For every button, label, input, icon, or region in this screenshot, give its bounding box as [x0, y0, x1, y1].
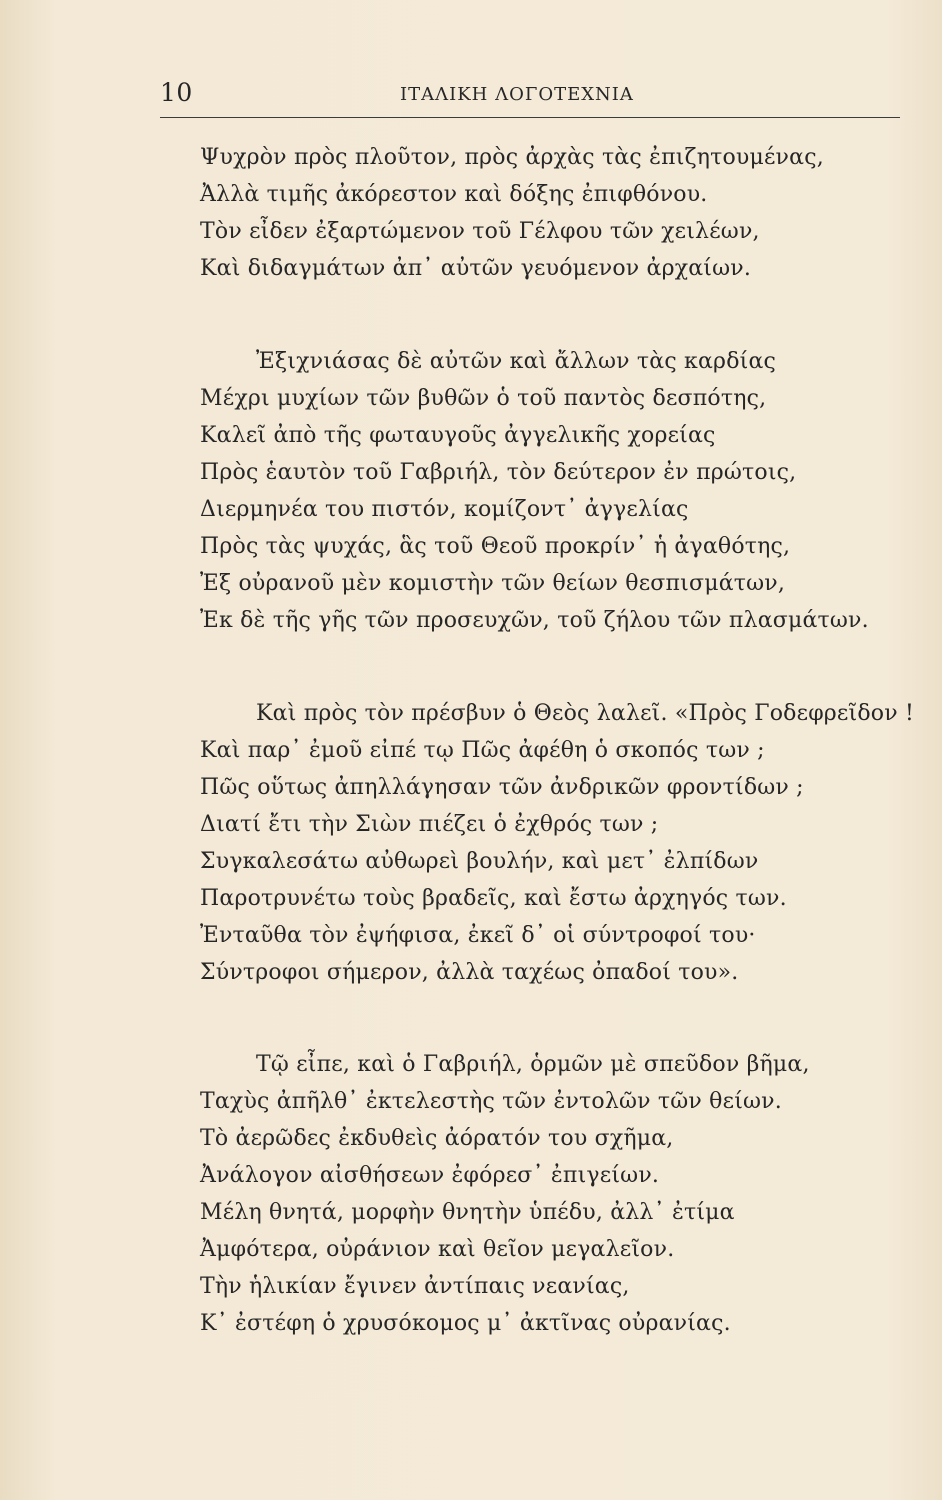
verse-line: Καὶ διδαγμάτων ἀπ᾽ αὐτῶν γευόμενον ἀρχαίων. [200, 256, 752, 281]
verse-line: Τὴν ἡλικίαν ἔγινεν ἀντίπαις νεανίας, [200, 1274, 630, 1299]
verse-line: Ψυχρὸν πρὸς πλοῦτον, πρὸς ἀρχὰς τὰς ἐπιζητουμένας, [200, 145, 824, 170]
verse-line: Καὶ πρὸς τὸν πρέσβυν ὁ Θεὸς λαλεῖ. «Πρὸς Γοδεφρεῖδον ! [256, 701, 915, 726]
verse-line: Σύντροφοι σήμερον, ἀλλὰ ταχέως ὀπαδοί του». [200, 960, 739, 985]
verse-line: Τὸν εἶδεν ἐξαρτώμενον τοῦ Γέλφου τῶν χειλέων, [200, 219, 760, 244]
verse-line: Ἐξιχνιάσας δὲ αὐτῶν καὶ ἄλλων τὰς καρδίας [256, 349, 777, 374]
verse-line: Διατί ἔτι τὴν Σιὼν πιέζει ὁ ἐχθρός των ; [200, 812, 659, 837]
verse-line: Πρὸς τὰς ψυχάς, ἃς τοῦ Θεοῦ προκρίν᾽ ἡ ἀγαθότης, [200, 534, 791, 559]
verse-line: Ταχὺς ἀπῆλθ᾽ ἐκτελεστὴς τῶν ἐντολῶν τῶν θείων. [200, 1089, 782, 1114]
verse-line: Ἀνάλογον αἰσθήσεων ἐφόρεσ᾽ ἐπιγείων. [200, 1163, 660, 1188]
page-header [160, 78, 900, 112]
verse-line: Πῶς οὕτως ἀπηλλάγησαν τῶν ἀνδρικῶν φροντίδων ; [200, 775, 804, 800]
verse-line: Κ᾽ ἐστέφη ὁ χρυσόκομος μ᾽ ἀκτῖνας οὐρανίας. [200, 1311, 731, 1336]
verse-line: Ἀλλὰ τιμῆς ἀκόρεστον καὶ δόξης ἐπιφθόνου. [200, 182, 708, 207]
verse-line: Ἐξ οὐρανοῦ μὲν κομιστὴν τῶν θείων θεσπισμάτων, [200, 571, 786, 596]
verse-line: Τῷ εἶπε, καὶ ὁ Γαβριήλ, ὁρμῶν μὲ σπεῦδον βῆμα, [256, 1052, 810, 1077]
verse-line: Μέχρι μυχίων τῶν βυθῶν ὁ τοῦ παντὸς δεσπότης, [200, 386, 767, 411]
verse-line: Παροτρυνέτω τοὺς βραδεῖς, καὶ ἔστω ἀρχηγός των. [200, 886, 787, 911]
verse-line: Ἀμφότερα, οὐράνιον καὶ θεῖον μεγαλεῖον. [200, 1237, 675, 1262]
verse-line: Τὸ ἀερῶδες ἐκδυθεὶς ἀόρατόν του σχῆμα, [200, 1126, 674, 1151]
page-number: 10 [160, 78, 193, 107]
verse-line: Πρὸς ἑαυτὸν τοῦ Γαβριήλ, τὸν δεύτερον ἐν πρώτοις, [200, 460, 797, 485]
header-rule [160, 117, 900, 118]
running-title: ΙΤΑΛΙΚΗ ΛΟΓΟΤΕΧΝΙΑ [400, 84, 634, 105]
verse-line: Καλεῖ ἀπὸ τῆς φωταυγοῦς ἀγγελικῆς χορείας [200, 423, 716, 448]
verse-line: Ἐνταῦθα τὸν ἐψήφισα, ἐκεῖ δ᾽ οἱ σύντροφοί του· [200, 923, 756, 948]
verse-line: Καὶ παρ᾽ ἐμοῦ εἰπέ τῳ Πῶς ἀφέθη ὁ σκοπός των ; [200, 738, 765, 763]
verse-line: Ἐκ δὲ τῆς γῆς τῶν προσευχῶν, τοῦ ζήλου τῶν πλασμάτων. [200, 608, 869, 633]
verse-line: Μέλη θνητά, μορφὴν θνητὴν ὑπέδυ, ἀλλ᾽ ἐτίμα [200, 1200, 735, 1225]
verse-line: Συγκαλεσάτω αὐθωρεὶ βουλήν, καὶ μετ᾽ ἐλπίδων [200, 849, 759, 874]
verse-line: Διερμηνέα του πιστόν, κομίζοντ᾽ ἀγγελίας [200, 497, 689, 522]
